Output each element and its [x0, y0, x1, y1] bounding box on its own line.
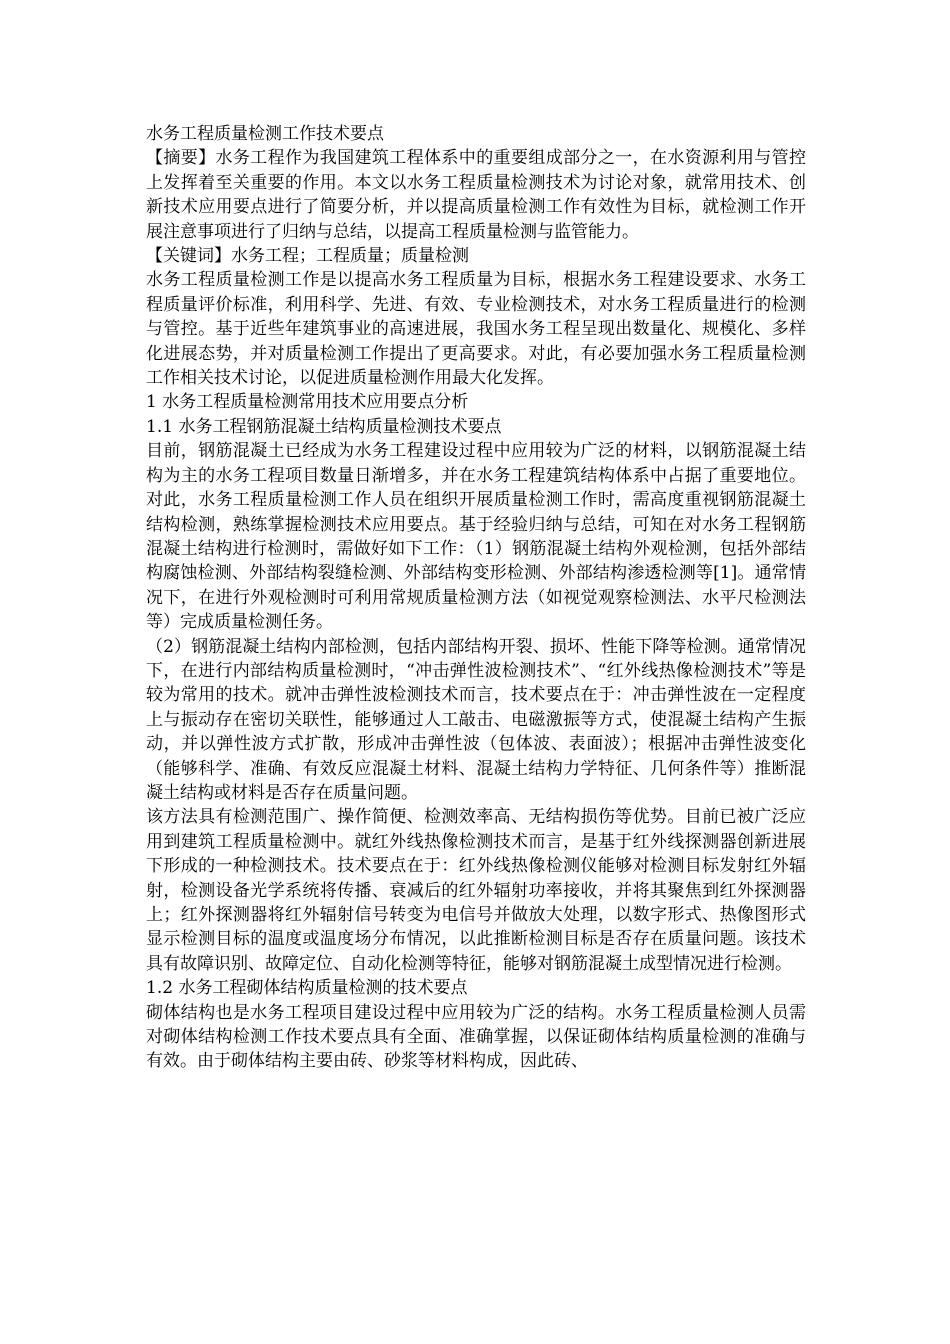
body-paragraph-2: （2）钢筋混凝土结构内部检测，包括内部结构开裂、损坏、性能下降等检测。通常情况下，在进行内部结构质量检测时，“冲击弹性波检测技术”、“红外线热像检测技术”等是较为常用的技术。就冲击弹性波检测技术而言，技术要点在于：冲击弹性波在一定程度上与振动存在密切关联性，能够通过人工敲击、电磁激振等方式，使混凝土结构产生振动，并以弹性波方式扩散，形成冲击弹性波（包体波、表面波）；根据冲击弹性波变化（能够科学、准确、有效反应混凝土材料、混凝土结构力学特征、几何条件等）推断混凝土结构或材料是否存在质量问题。 [146, 636, 806, 803]
document-page [146, 122, 806, 1074]
keywords-line: 【关键词】水务工程；工程质量；质量检测 [146, 246, 469, 267]
body-paragraph-3: 该方法具有检测范围广、操作简便、检测效率高、无结构损伤等优势。目前已被广泛应用到建筑工程质量检测中。就红外线热像检测技术而言，是基于红外线探测器创新进展下形成的一种检测技术。技术要点在于：红外线热像检测仪能够对检测目标发射红外辐射，检测设备光学系统将传播、衰减后的红外辐射功率接收，并将其聚焦到红外探测器上；红外探测器将红外辐射信号转变为电信号并做放大处理，以数字形式、热像图形式显示检测目标的温度或温度场分布情况，以此推断检测目标是否存在质量问题。该技术具有故障识别、故障定位、自动化检测等特征，能够对钢筋混凝土成型情况进行检测。 [146, 807, 806, 974]
section-heading-1-2: 1.2 水务工程砌体结构质量检测的技术要点 [146, 978, 468, 999]
body-paragraph-4: 砌体结构也是水务工程项目建设过程中应用较为广泛的结构。水务工程质量检测人员需对砌体结构检测工作技术要点具有全面、准确掌握，以保证砌体结构质量检测的准确与有效。由于砌体结构主要由砖、砂浆等材料构成，因此砖、 [146, 1002, 806, 1072]
abstract-paragraph: 【摘要】水务工程作为我国建筑工程体系中的重要组成部分之一，在水资源利用与管控上发挥着至关重要的作用。本文以水务工程质量检测技术为讨论对象，就常用技术、创新技术应用要点进行了简要分析，并以提高质量检测工作有效性为目标，就检测工作开展注意事项进行了归纳与总结，以提高工程质量检测与监管能力。 [146, 148, 806, 242]
section-heading-1: 1 水务工程质量检测常用技术应用要点分析 [146, 392, 469, 413]
intro-paragraph: 水务工程质量检测工作是以提高水务工程质量为目标，根据水务工程建设要求、水务工程质量评价标准，利用科学、先进、有效、专业检测技术，对水务工程质量进行的检测与管控。基于近些年建筑事业的高速进展，我国水务工程呈现出数量化、规模化、多样化进展态势，并对质量检测工作提出了更高要求。对此，有必要加强水务工程质量检测工作相关技术讨论，以促进质量检测作用最大化发挥。 [146, 270, 806, 389]
section-heading-1-1: 1.1 水务工程钢筋混凝土结构质量检测技术要点 [146, 416, 502, 437]
document-title: 水务工程质量检测工作技术要点 [146, 124, 384, 144]
body-paragraph-1: 目前，钢筋混凝土已经成为水务工程建设过程中应用较为广泛的材料，以钢筋混凝土结构为主的水务工程项目数量日渐增多，并在水务工程建筑结构体系中占据了重要地位。对此，水务工程质量检测工作人员在组织开展质量检测工作时，需高度重视钢筋混凝土结构检测，熟练掌握检测技术应用要点。基于经验归纳与总结，可知在对水务工程钢筋混凝土结构进行检测时，需做好如下工作：（1）钢筋混凝土结构外观检测，包括外部结构腐蚀检测、外部结构裂缝检测、外部结构变形检测、外部结构渗透检测等[1]。通常情况下，在进行外观检测时可利用常规质量检测方法（如视觉观察检测法、水平尺检测法等）完成质量检测任务。 [146, 441, 806, 633]
